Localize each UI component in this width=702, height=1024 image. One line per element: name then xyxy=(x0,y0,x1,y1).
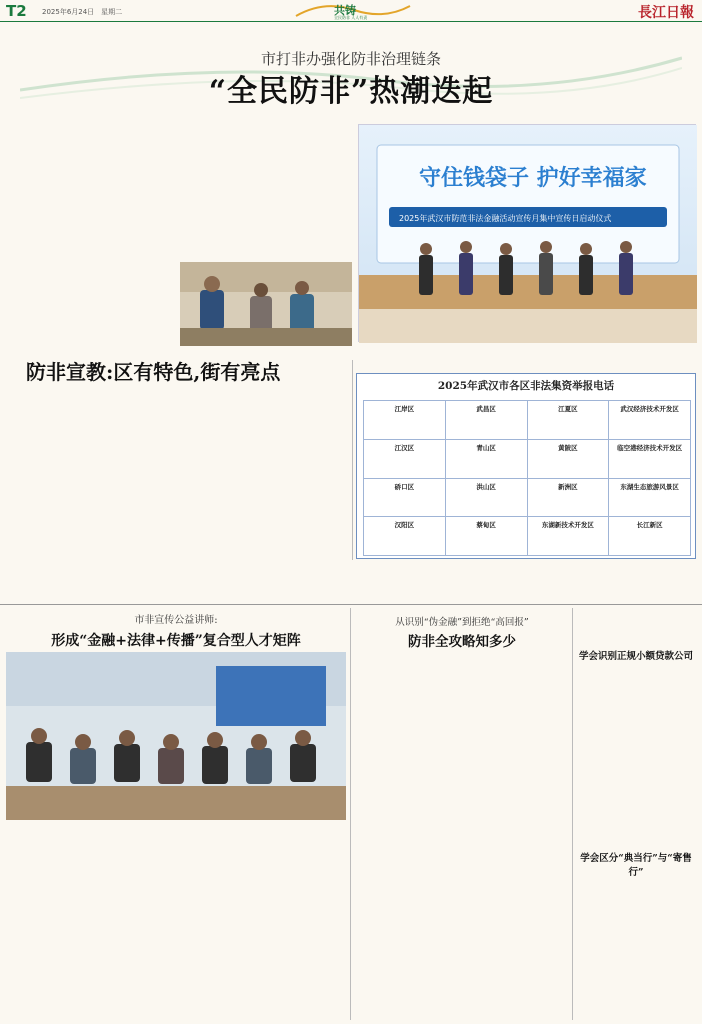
hotline-table-grid xyxy=(363,400,691,556)
photo-lecture xyxy=(6,652,346,820)
hotline-table-title: 2025年武汉市各区非法集资举报电话 xyxy=(437,380,615,392)
district-name: 洪山区 xyxy=(476,482,496,491)
column-divider xyxy=(350,608,351,1020)
bottom-left-body xyxy=(6,832,348,1018)
table-cell xyxy=(528,517,610,556)
table-cell xyxy=(609,479,691,518)
table-cell xyxy=(364,517,446,556)
district-name: 武汉经济技术开发区 xyxy=(620,405,679,413)
right-title-2: 学会区分“典当行”与“寄售行” xyxy=(580,853,692,878)
right-body-2 xyxy=(576,866,698,1018)
district-name: 硚口区 xyxy=(394,482,415,491)
top-story-middle-column xyxy=(180,112,352,262)
top-story-left-column xyxy=(6,112,174,358)
table-cell xyxy=(528,479,610,518)
column-logo-sub: 全民防非 人人有责 xyxy=(334,15,368,20)
table-cell xyxy=(528,440,610,479)
right-title-1: 学会识别正规小额贷款公司 xyxy=(578,651,693,662)
table-cell xyxy=(609,401,691,440)
date-line: 2025年6月24日 星期二 xyxy=(42,8,123,16)
paper-name: 長江日報 xyxy=(638,5,694,21)
district-name: 蔡甸区 xyxy=(476,521,496,530)
photo-staff-explaining xyxy=(180,262,352,346)
column-divider xyxy=(352,360,353,560)
column-logo xyxy=(294,2,412,20)
district-name: 临空港经济技术开发区 xyxy=(617,443,683,452)
second-story-headline: 防非宣教:区有特色,街有亮点 xyxy=(26,360,281,384)
district-name: 江汉区 xyxy=(394,443,415,452)
column-logo-main: 共铸 xyxy=(334,4,356,17)
page-number: T2 xyxy=(6,2,27,20)
second-story-left-column xyxy=(6,392,174,602)
second-story-continuation xyxy=(356,563,696,601)
district-name: 黄陂区 xyxy=(558,443,578,452)
table-cell xyxy=(446,401,528,440)
table-cell xyxy=(528,401,610,440)
table-cell xyxy=(364,440,446,479)
section-divider xyxy=(0,604,702,605)
table-cell xyxy=(609,440,691,479)
district-name: 江夏区 xyxy=(558,405,578,413)
district-name: 东湖新技术开发区 xyxy=(541,521,594,530)
photo-launch-ceremony xyxy=(358,124,696,342)
right-body-1 xyxy=(576,664,698,836)
table-cell xyxy=(446,440,528,479)
district-name: 江岸区 xyxy=(394,405,415,413)
district-name: 青山区 xyxy=(476,443,496,452)
table-cell xyxy=(609,517,691,556)
bottom-mid-headline: 防非全攻略知多少 xyxy=(408,634,516,650)
table-cell xyxy=(446,517,528,556)
bottom-mid-body xyxy=(356,652,570,1018)
bottom-mid-kicker: 从识别“伪金融”到拒绝“高回报” xyxy=(395,617,529,628)
table-cell xyxy=(364,401,446,440)
column-divider xyxy=(572,608,573,1020)
bottom-left-headline: 形成“金融+法律+传播”复合型人才矩阵 xyxy=(51,633,301,649)
district-name: 汉阳区 xyxy=(394,521,415,530)
district-name: 新洲区 xyxy=(558,482,578,491)
hotline-table xyxy=(356,373,696,559)
second-story-middle-column xyxy=(180,392,350,602)
bottom-left-kicker: 市非宣传公益讲师: xyxy=(134,615,218,626)
masthead xyxy=(0,0,702,22)
top-story-kicker: 市打非办强化防非治理链条 xyxy=(260,50,441,68)
district-name: 长江新区 xyxy=(636,521,663,530)
district-name: 东湖生态旅游风景区 xyxy=(620,482,679,491)
top-story-headline: “全民防非”热潮迭起 xyxy=(208,74,494,109)
district-name: 武昌区 xyxy=(476,405,496,413)
table-cell xyxy=(364,479,446,518)
banner-sub-title: 2025年武汉市防范非法金融活动宣传月集中宣传日启动仪式 xyxy=(399,214,612,223)
banner-main-title: 守住钱袋子 护好幸福家 xyxy=(419,165,647,191)
table-cell xyxy=(446,479,528,518)
